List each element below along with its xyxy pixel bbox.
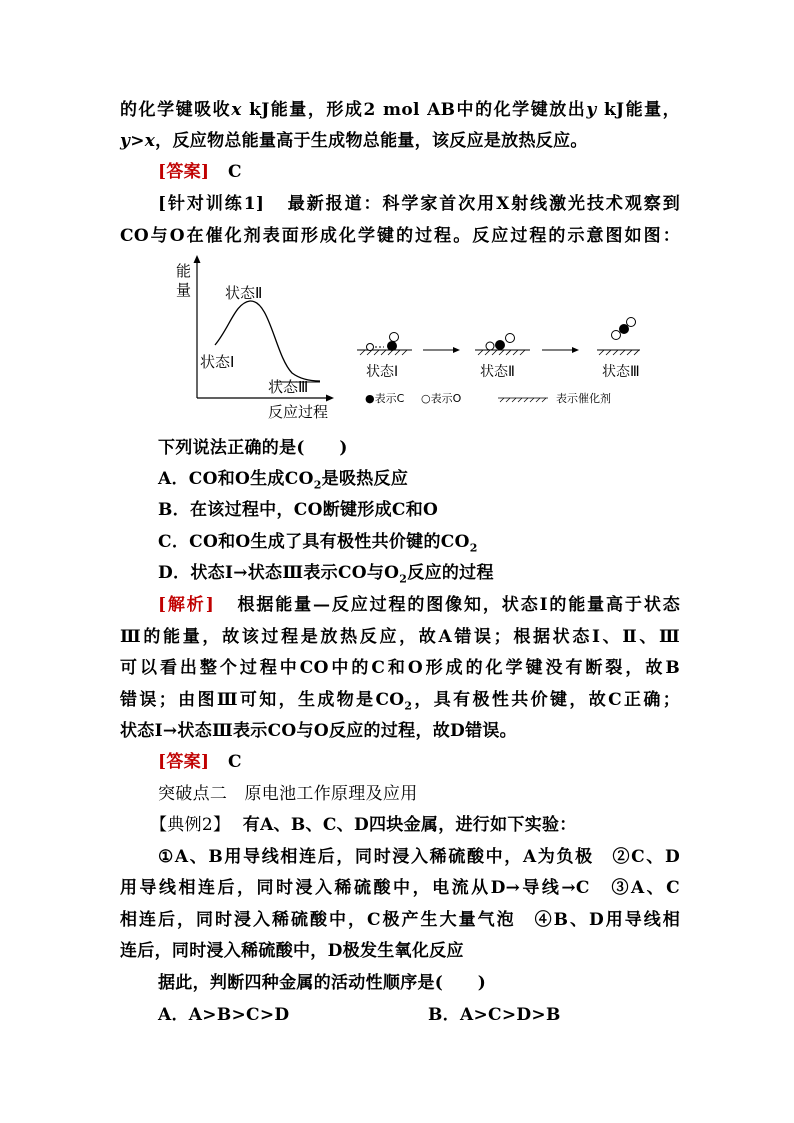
subscript: 2 [313,478,322,492]
legend-catalyst-hatch [500,398,546,402]
legend-oxygen: ○表示O [421,392,462,405]
option-text: A．CO和O生成CO [158,469,314,489]
answer-line [158,162,680,182]
text-line [120,131,680,151]
reaction-figure [170,255,640,425]
example-line [150,815,672,835]
oxygen-atom [612,331,621,340]
choice-a: A．A>B>C>D [158,1005,290,1025]
experiment-line: ①A、B用导线相连后，同时浸入稀硫酸中，A为负极 ②C、D [158,847,680,867]
training-line-2 [120,226,680,246]
panel-label-state3: 状态Ⅲ [602,364,640,380]
x-axis-arrow [326,395,334,402]
analysis-line: 可以看出整个过程中CO中的C和O形成的化学键没有断裂，故B [120,658,680,678]
option-b: B．在该过程中，CO断键形成C和O [158,500,439,520]
text-span: kJ能量， [596,100,680,120]
option-text: D．状态Ⅰ→状态Ⅲ表示CO与O [158,563,400,583]
var-y: y [120,131,131,151]
option-c [158,532,680,555]
catalyst-hatch [478,350,525,355]
analysis-text: 错误；由图Ⅲ可知，生成物是CO [120,690,405,710]
answer-value: C [227,752,242,772]
subscript: 2 [404,699,413,713]
panel-label-state2: 状态Ⅱ [480,364,515,380]
x-axis-label: 反应过程 [268,403,329,421]
experiment-line: 用导线相连后，同时浸入稀硫酸中，电流从D→导线→C ③A、C [120,878,680,898]
var-y: y [586,100,597,120]
analysis-line [158,595,680,615]
var-x: x [144,131,156,151]
text-line [120,100,680,120]
text-span: 的化学键吸收 [120,100,232,120]
catalyst-hatch [360,350,407,355]
analysis-line: Ⅲ的能量，故该过程是放热反应，故A错误；根据状态Ⅰ、Ⅱ、Ⅲ [120,627,680,647]
analysis-line [120,690,680,713]
option-text: 是吸热反应 [321,469,409,489]
arrow [572,347,579,353]
subscript: 2 [469,541,478,555]
legend-carbon: ●表示C [365,392,405,405]
y-axis-arrow [194,255,201,263]
answer-tag: [答案] [158,162,210,182]
y-axis-label: 量 [176,281,192,299]
arrow [453,347,460,353]
text-span: kJ能量，形成2 mol AB中的化学键放出 [241,100,587,120]
text-span: > [130,131,145,151]
experiment-line: 相连后，同时浸入稀硫酸中，C极产生大量气泡 ④B、D用导线相 [120,910,680,930]
training-line [158,194,680,214]
y-axis-label: 能 [176,262,192,280]
subscript: 2 [399,572,408,586]
answer-tag: [答案] [158,752,210,772]
curve-label-state1: 状态Ⅰ [200,353,235,371]
choice-b: B．A>C>D>B [428,1005,561,1025]
training-tag: [针对训练1] [158,194,265,214]
analysis-text: 根据能量—反应过程的图像知，状态Ⅰ的能量高于状态 [237,595,681,615]
option-a [158,469,680,492]
var-x: x [231,100,242,120]
training-text: 最新报道：科学家首次用X射线激光技术观察到 [287,194,681,214]
panel-label-state1: 状态Ⅰ [366,364,399,380]
option-text: 反应的过程 [407,563,494,583]
oxygen-atom [390,333,399,342]
text-span: ，反应物总能量高于生成物总能量，该反应是放热反应。 [155,131,588,151]
section-heading: 突破点二 原电池工作原理及应用 [158,784,418,804]
option-text: C．CO和O生成了具有极性共价键的CO [158,532,470,552]
answer-line [158,752,680,772]
curve-label-state3: 状态Ⅲ [268,378,309,396]
analysis-text: ，具有极性共价键，故C正确； [412,690,680,710]
judge-question: 据此，判断四种金属的活动性顺序是( ) [158,973,487,993]
oxygen-atom [506,334,515,343]
example-text: 有A、B、C、D四块金属，进行如下实验： [242,815,577,835]
example-tag: 【典例2】 [150,815,231,835]
carbon-atom [495,340,505,350]
oxygen-atom [486,342,494,350]
experiment-line: 连后，同时浸入稀硫酸中，D极发生氧化反应 [120,941,464,961]
oxygen-atom [627,318,636,327]
training-text: CO与O在催化剂表面形成化学键的过程。反应过程的示意图如图： [120,226,680,246]
catalyst-hatch [599,350,639,355]
question-text: 下列说法正确的是( ) [158,438,348,458]
analysis-tag: [解析] [158,595,215,615]
oxygen-atom [367,344,374,351]
curve-label-state2: 状态Ⅱ [225,284,263,302]
carbon-atom [387,341,397,351]
answer-value: C [227,162,242,182]
option-d [158,563,680,586]
analysis-line: 状态Ⅰ→状态Ⅲ表示CO与O反应的过程，故D错误。 [120,721,517,741]
legend-catalyst: 表示催化剂 [556,392,611,405]
